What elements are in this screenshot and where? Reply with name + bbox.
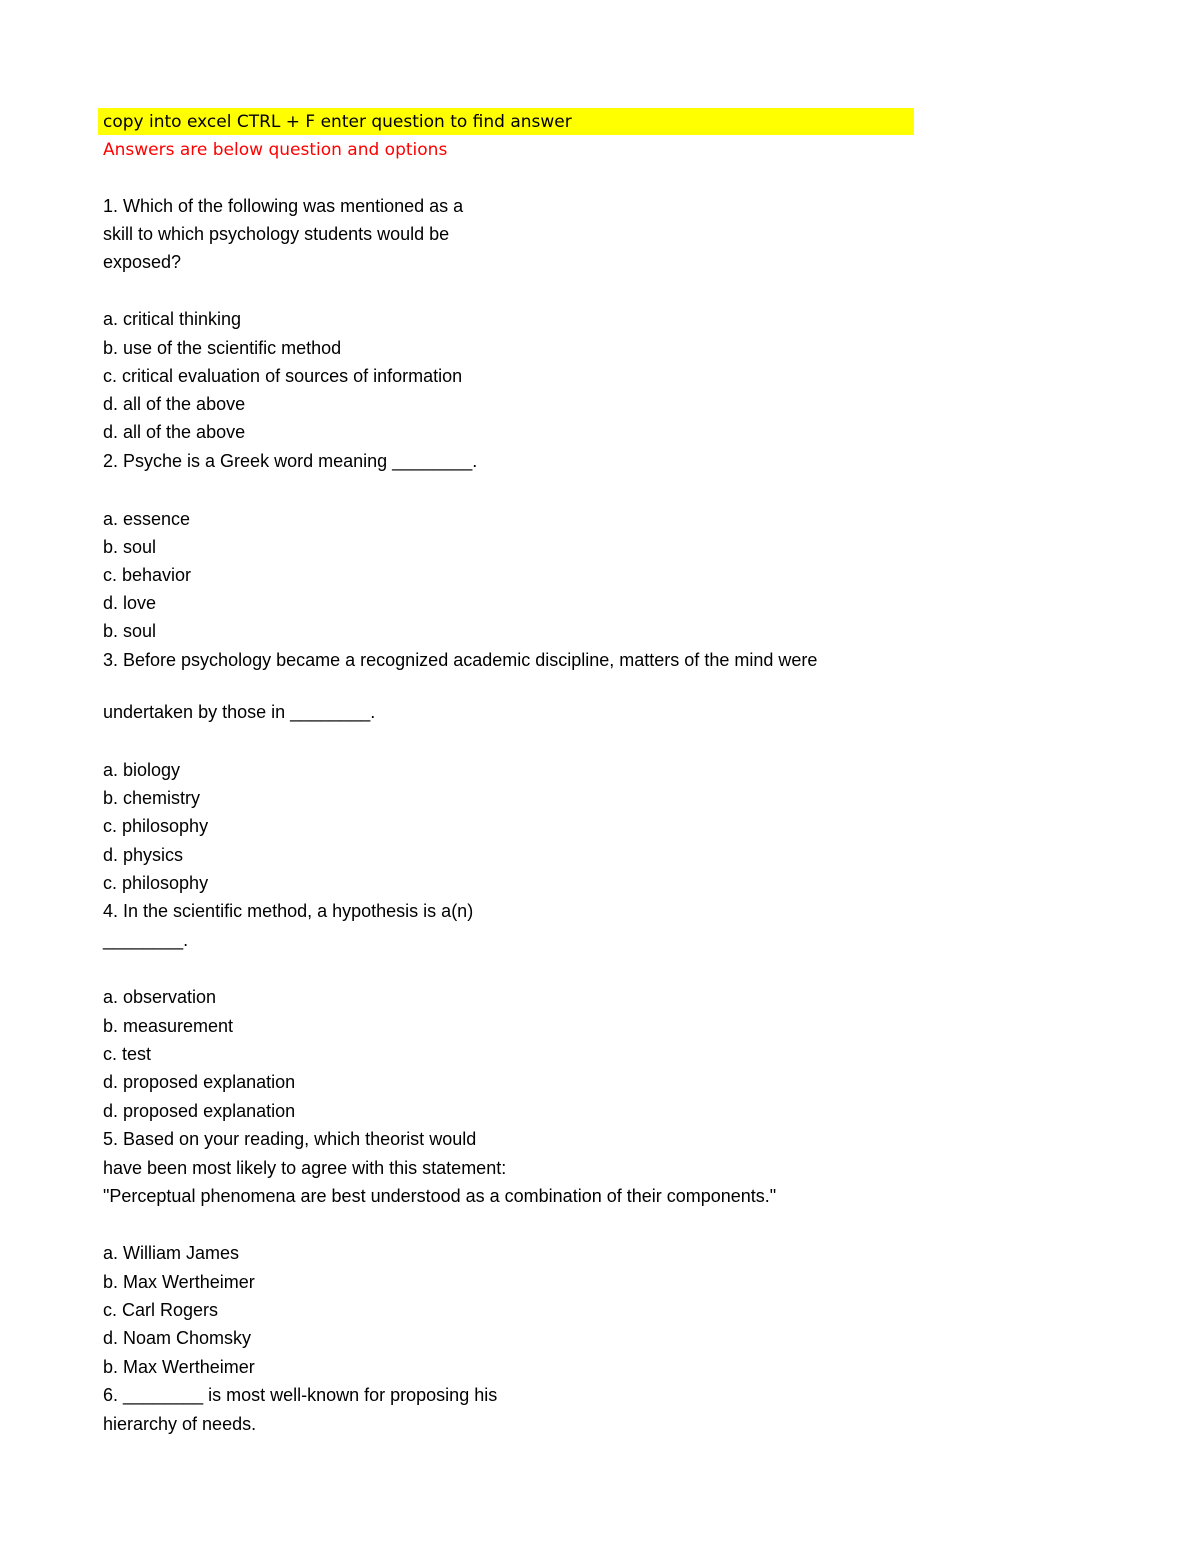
q5-stem-line1: 5. Based on your reading, which theorist would bbox=[103, 1129, 477, 1149]
q1-option-b: b. use of the scientific method bbox=[103, 338, 342, 358]
q4-stem-line1: 4. In the scientific method, a hypothesis is a(n) bbox=[103, 901, 474, 921]
q1-option-a: a. critical thinking bbox=[103, 309, 242, 329]
q3-answer: c. philosophy bbox=[103, 873, 209, 893]
q5-option-a: a. William James bbox=[103, 1243, 240, 1263]
answers-note: Answers are below question and options bbox=[103, 140, 448, 160]
instruction-text: copy into excel CTRL + F enter question to find answer bbox=[103, 112, 572, 132]
q3-option-d: d. physics bbox=[103, 845, 184, 865]
q3-stem-line1: 3. Before psychology became a recognized academic discipline, matters of the mind were bbox=[103, 650, 818, 670]
q1-stem-line3: exposed? bbox=[103, 252, 182, 272]
q2-option-a: a. essence bbox=[103, 509, 191, 529]
q4-stem-line2: ________. bbox=[103, 930, 189, 950]
q6-stem-line1: 6. ________ is most well-known for proposing his bbox=[103, 1385, 498, 1405]
q5-answer: b. Max Wertheimer bbox=[103, 1357, 255, 1377]
q2-option-c: c. behavior bbox=[103, 565, 192, 585]
q4-option-d: d. proposed explanation bbox=[103, 1072, 296, 1092]
q5-option-d: d. Noam Chomsky bbox=[103, 1328, 252, 1348]
q3-stem-line2: undertaken by those in ________. bbox=[103, 702, 376, 722]
q5-stem-line3: "Perceptual phenomena are best understood as a combination of their components." bbox=[103, 1186, 777, 1206]
q4-option-a: a. observation bbox=[103, 987, 217, 1007]
q2-stem-line1: 2. Psyche is a Greek word meaning ________. bbox=[103, 451, 478, 471]
q2-option-d: d. love bbox=[103, 593, 157, 613]
q2-answer: b. soul bbox=[103, 621, 157, 641]
q6-stem-line2: hierarchy of needs. bbox=[103, 1414, 257, 1434]
q4-option-b: b. measurement bbox=[103, 1016, 234, 1036]
q1-option-d: d. all of the above bbox=[103, 394, 246, 414]
q3-option-c: c. philosophy bbox=[103, 816, 209, 836]
q4-option-c: c. test bbox=[103, 1044, 152, 1064]
q1-stem-line1: 1. Which of the following was mentioned as a bbox=[103, 196, 464, 216]
q1-stem-line2: skill to which psychology students would be bbox=[103, 224, 450, 244]
q5-option-c: c. Carl Rogers bbox=[103, 1300, 219, 1320]
q1-option-c: c. critical evaluation of sources of information bbox=[103, 366, 463, 386]
q1-answer: d. all of the above bbox=[103, 422, 246, 442]
q5-stem-line2: have been most likely to agree with this statement: bbox=[103, 1158, 507, 1178]
q5-option-b: b. Max Wertheimer bbox=[103, 1272, 255, 1292]
q2-option-b: b. soul bbox=[103, 537, 157, 557]
q3-option-b: b. chemistry bbox=[103, 788, 201, 808]
q4-answer: d. proposed explanation bbox=[103, 1101, 296, 1121]
q3-option-a: a. biology bbox=[103, 760, 181, 780]
